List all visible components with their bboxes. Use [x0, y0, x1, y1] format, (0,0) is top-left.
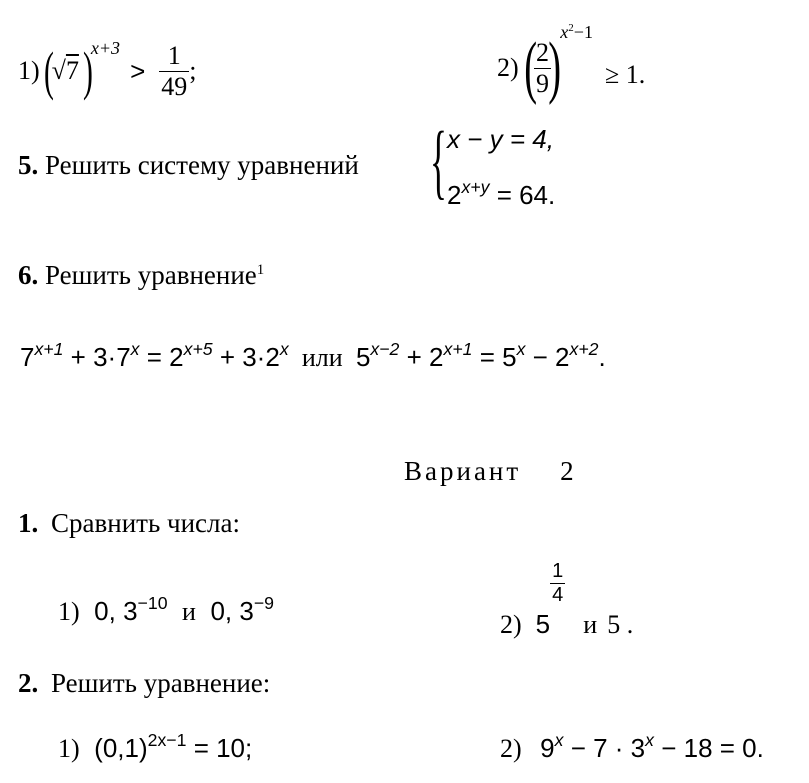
v2-q2-text: Решить уравнение:: [51, 668, 271, 698]
ex5-number: 5.: [18, 150, 39, 180]
v2-q1-part1: [58, 592, 274, 627]
ex6-text: Решить уравнение: [45, 260, 257, 290]
ex4-p1-label: 1): [18, 56, 40, 85]
exponent: x+1: [34, 338, 64, 359]
exponent: x−2: [370, 338, 400, 359]
term: + 2: [399, 342, 444, 372]
ex6-line: [18, 260, 264, 291]
system-brace: {: [430, 115, 447, 208]
term: = 2: [139, 342, 184, 372]
rest: = 10;: [186, 733, 253, 763]
ex4-p2-exp-base: x: [560, 22, 569, 42]
v2-q2-part1: [58, 729, 253, 764]
exponent: x+1: [443, 338, 473, 359]
v2-q1-part2: [500, 560, 633, 640]
term: − 7 · 3: [563, 733, 646, 763]
v2-q2-number: 2.: [18, 668, 39, 698]
ex4-p1-radicand: 7: [65, 56, 79, 85]
v2-q1-text: Сравнить числа:: [51, 508, 240, 538]
close-paren: ): [548, 29, 562, 106]
term: + 3·2: [212, 342, 280, 372]
part-label: 1): [58, 597, 80, 626]
ex4-p1-exponent: x+3: [90, 38, 121, 58]
v2-q2-line: [18, 668, 270, 699]
ex4-part1: [18, 36, 196, 106]
exp-numerator: 1: [552, 560, 564, 582]
number: 0, 3: [94, 596, 138, 626]
ex4-part2: [497, 21, 646, 110]
ex4-p2-numerator: 2: [535, 37, 549, 67]
and-word: и: [583, 610, 598, 639]
part-label: 1): [58, 734, 80, 763]
exponent: x: [645, 729, 654, 750]
ex5-eq2-base: 2: [447, 180, 462, 210]
and-word: и: [182, 597, 196, 626]
exponent: x+5: [183, 338, 213, 359]
ex4-p1-denominator: 49: [161, 71, 188, 101]
rhs-number: 5 .: [607, 610, 634, 639]
ex4-p2-exp-power: 2: [568, 21, 574, 34]
fractional-exponent: [550, 560, 565, 607]
number: 0, 3: [210, 596, 254, 626]
variant-title: Вариант 2: [404, 456, 577, 486]
ex5-eq2-exponent: x+y: [461, 176, 490, 197]
base: (0,1): [94, 733, 148, 763]
footnote-marker: 1: [256, 262, 265, 279]
exponent: 2x−1: [147, 729, 187, 750]
base-number: 5: [535, 609, 551, 639]
ex6-number: 6.: [18, 260, 39, 290]
term: = 5: [472, 342, 517, 372]
v2-q2-part2: [500, 729, 764, 764]
exponent: x+2: [569, 338, 599, 359]
ex5-equation-1: [447, 124, 554, 155]
v2-q1-number: 1.: [18, 508, 39, 538]
ex5-eq1-text: x − y = 4,: [447, 124, 554, 154]
ex4-p1-fraction: [159, 41, 189, 102]
ex5-equation-2: [447, 176, 556, 211]
exponent: x: [130, 338, 140, 359]
part-label: 2): [500, 734, 522, 763]
sqrt-expression: [52, 56, 79, 86]
v2-q1-line: [18, 508, 240, 539]
ex5-text: Решить систему уравнений: [45, 150, 359, 180]
ex4-p1-end: ;: [189, 56, 197, 85]
open-paren: (: [43, 41, 54, 101]
term: .: [598, 342, 606, 372]
ex4-p1-operator: >: [130, 55, 146, 86]
sqrt-icon: √: [51, 56, 66, 85]
ex4-p2-label: 2): [497, 53, 519, 82]
term: 5: [355, 342, 371, 372]
ex5-line: [18, 150, 359, 181]
open-paren: (: [523, 29, 537, 106]
term: 7: [20, 342, 35, 372]
ex4-p2-operator: ≥ 1.: [604, 60, 646, 89]
exp-denominator: 4: [552, 584, 564, 606]
term: − 2: [525, 342, 570, 372]
exponent: x: [516, 338, 526, 359]
exponent: −10: [137, 592, 168, 613]
exponent: x: [279, 338, 289, 359]
exponent: −9: [253, 592, 274, 613]
ex4-p2-exponent: [560, 22, 593, 43]
close-paren: ): [82, 41, 93, 101]
ex6-equation: [20, 338, 606, 373]
term: + 3·7: [63, 342, 131, 372]
term: 9: [540, 733, 555, 763]
ex4-p2-denominator: 9: [535, 68, 549, 98]
term: − 18 = 0.: [653, 733, 764, 763]
ex5-eq2-rest: = 64.: [489, 180, 556, 210]
or-word: или: [301, 343, 343, 372]
exponent: x: [554, 729, 564, 750]
ex4-p2-exp-rest: −1: [573, 22, 593, 42]
part-label: 2): [500, 610, 522, 639]
ex4-p1-numerator: 1: [159, 41, 189, 72]
